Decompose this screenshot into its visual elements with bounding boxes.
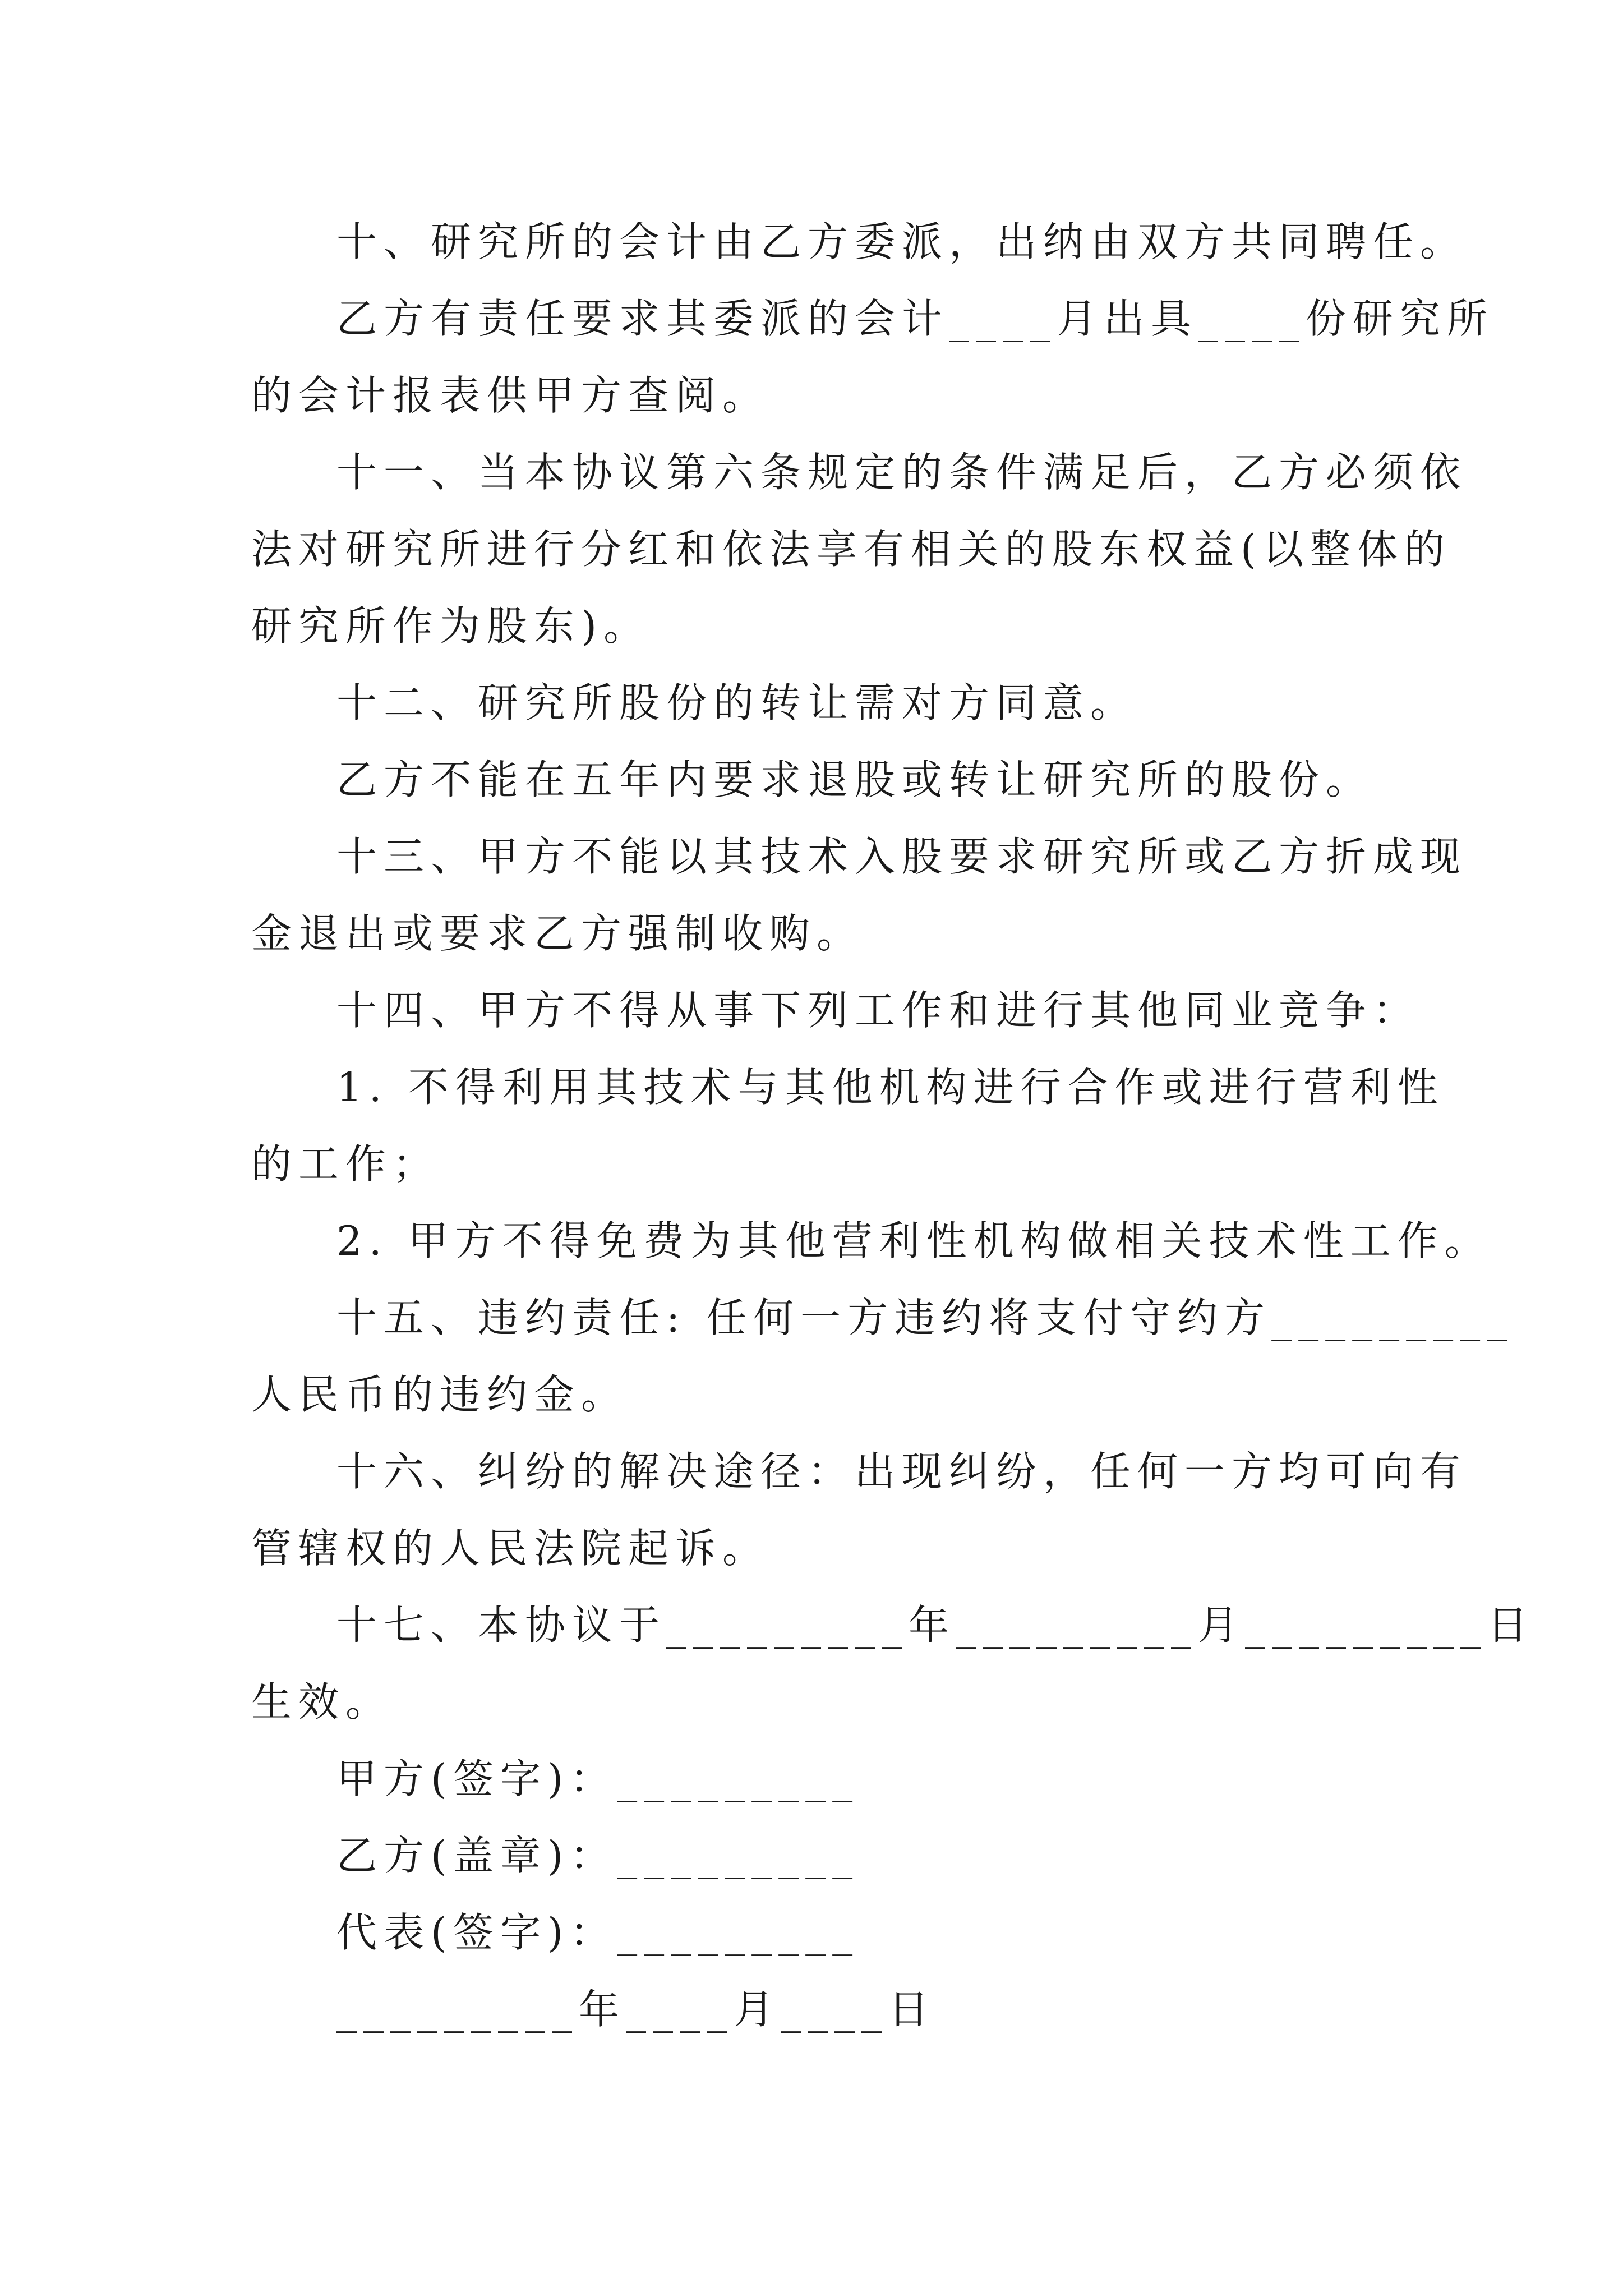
clause-14-item-2: 2. 甲方不得免费为其他营利性机构做相关技术性工作。 <box>336 1217 1492 1264</box>
clause-15-cont: 人民币的违约金。 <box>251 1371 629 1418</box>
clause-11-cont-2: 研究所作为股东)。 <box>251 602 651 650</box>
clause-16: 十六、纠纷的解决途径：出现纠纷，任何一方均可向有 <box>336 1448 1468 1495</box>
clause-13: 十三、甲方不能以其技术入股要求研究所或乙方折成现 <box>336 833 1468 880</box>
clause-10-text-cont: 的会计报表供甲方查阅。 <box>251 372 770 419</box>
clause-11: 十一、当本协议第六条规定的条件满足后，乙方必须依 <box>336 449 1468 496</box>
clause-12: 十二、研究所股份的转让需对方同意。 <box>336 679 1138 726</box>
signing-date: _________年____月____日 <box>336 1986 935 2033</box>
clause-17-cont: 生效。 <box>251 1678 393 1726</box>
clause-14: 十四、甲方不得从事下列工作和进行其他同业竞争： <box>336 987 1421 1034</box>
representative-signature: 代表(签字)：_________ <box>336 1909 860 1956</box>
clause-10: 十、研究所的会计由乙方委派，出纳由双方共同聘任。 <box>336 218 1468 265</box>
clause-10-text: 乙方有责任要求其委派的会计____月出具____份研究所 <box>336 295 1495 342</box>
clause-11-cont-1: 法对研究所进行分红和依法享有相关的股东权益(以整体的 <box>251 526 1452 573</box>
party-b-seal: 乙方(盖章)：_________ <box>336 1832 860 1879</box>
clause-17: 十七、本协议于_________年_________月_________日 <box>336 1602 1535 1649</box>
clause-12-text: 乙方不能在五年内要求退股或转让研究所的股份。 <box>336 756 1373 803</box>
clause-13-cont: 金退出或要求乙方强制收购。 <box>251 910 864 957</box>
clause-15: 十五、违约责任: 任何一方违约将支付守约方_________ <box>336 1294 1514 1341</box>
clause-14-item-1-cont: 的工作； <box>251 1140 440 1188</box>
clause-14-item-1: 1. 不得利用其技术与其他机构进行合作或进行营利性 <box>336 1064 1445 1111</box>
party-a-signature: 甲方(签字)：_________ <box>336 1755 860 1802</box>
clause-16-cont: 管辖权的人民法院起诉。 <box>251 1525 770 1572</box>
